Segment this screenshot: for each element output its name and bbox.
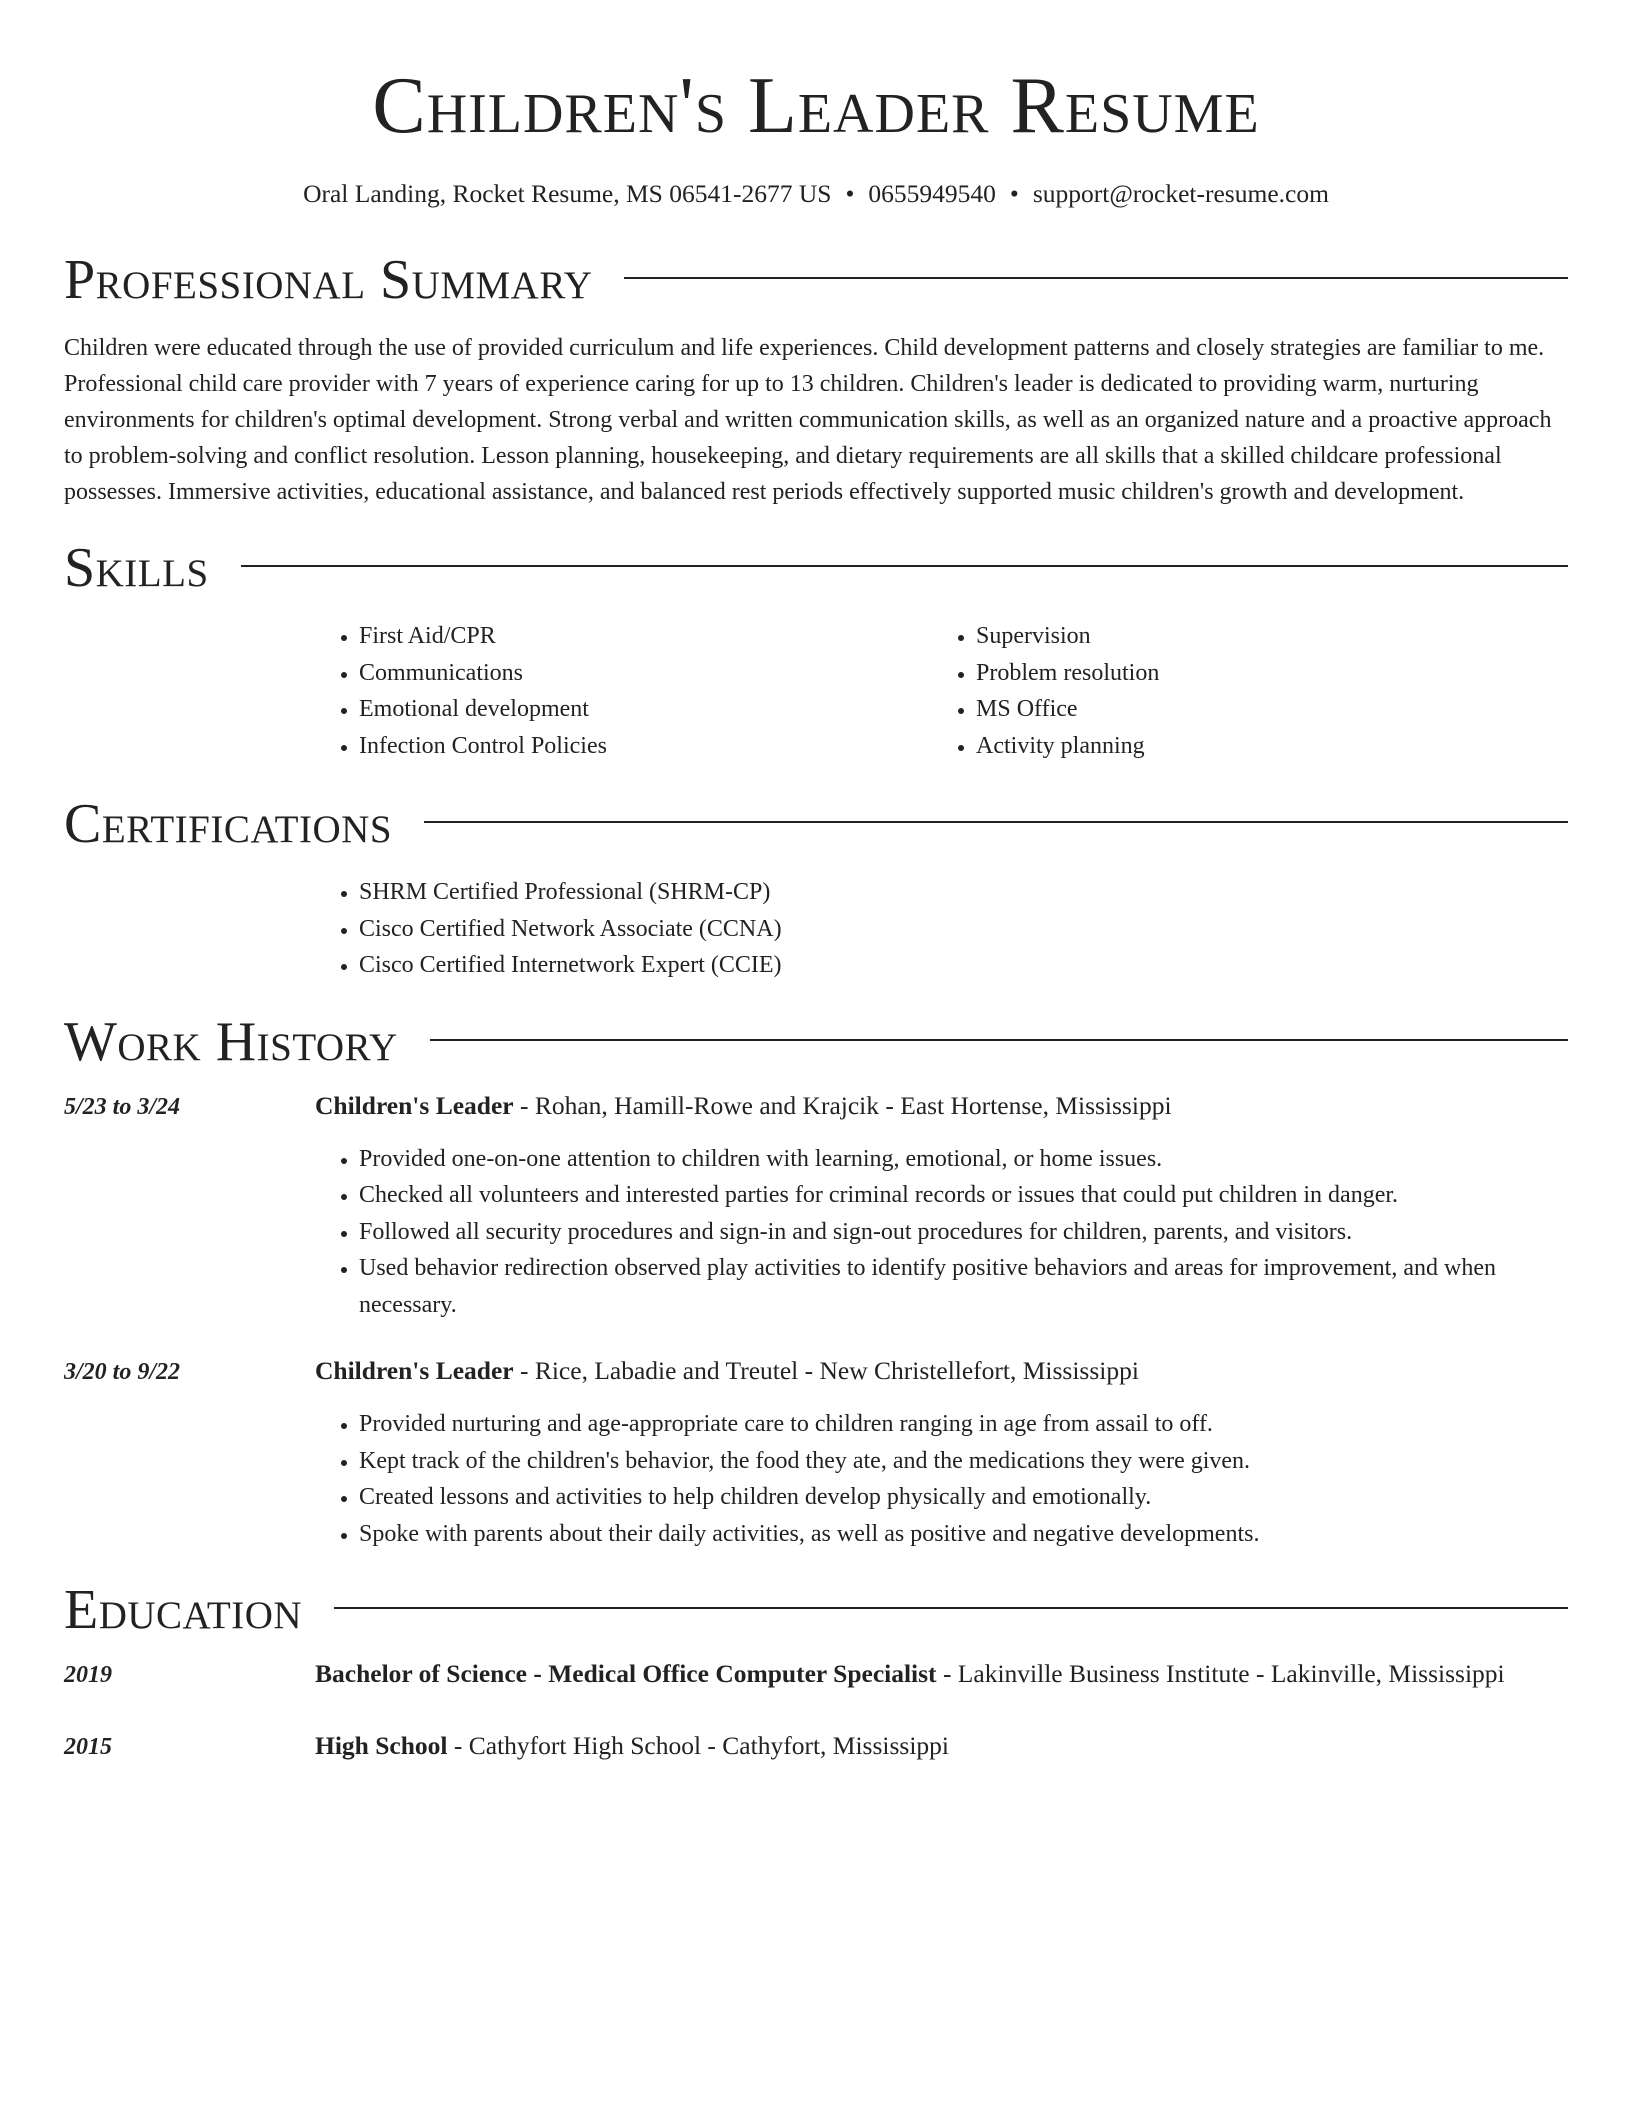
education-entry xyxy=(64,1728,1568,1765)
job-bullets xyxy=(315,1406,1568,1552)
email: support@rocket-resume.com xyxy=(1032,179,1329,208)
certifications-list xyxy=(315,874,1568,984)
section-title-certifications: Certifications xyxy=(64,793,393,855)
job-heading xyxy=(315,1088,1172,1124)
job-bullet: • Kept track of the children's behavior, the food they ate, and the medications they were given. xyxy=(359,1443,1568,1480)
section-divider xyxy=(241,565,1568,567)
section-title-education: Education xyxy=(64,1579,303,1641)
education-details: - Lakinville Business Institute - Lakinville, Mississippi xyxy=(936,1659,1505,1688)
section-divider xyxy=(430,1039,1568,1041)
education-section-header xyxy=(64,1578,1568,1642)
contact-separator: • xyxy=(1009,179,1019,208)
education-entry xyxy=(64,1656,1568,1693)
job-dates: 5/23 to 3/24 xyxy=(64,1093,181,1120)
skill-item: • Communications xyxy=(359,655,932,692)
skills-column-right xyxy=(932,618,1549,764)
skill-item: • Infection Control Policies xyxy=(359,728,932,765)
certifications-section-header xyxy=(64,792,1568,856)
job-dates: 3/20 to 9/22 xyxy=(64,1359,181,1385)
job-title: Children's Leader xyxy=(315,1090,514,1120)
section-divider xyxy=(424,821,1568,823)
education-heading xyxy=(315,1728,949,1764)
skill-item: • First Aid/CPR xyxy=(359,618,932,655)
contact-separator: • xyxy=(845,179,855,208)
phone: 0655949540 xyxy=(868,179,996,208)
job-bullet: • Checked all volunteers and interested parties for criminal records or issues that could put children in danger. xyxy=(359,1177,1568,1214)
education-year: 2019 xyxy=(64,1662,112,1688)
job-header xyxy=(64,1353,1568,1390)
section-divider xyxy=(334,1607,1568,1609)
section-title-summary: Professional Summary xyxy=(64,249,593,311)
resume-title: Children's Leader Resume xyxy=(372,62,1260,150)
job-heading xyxy=(315,1353,1139,1389)
job-header xyxy=(64,1088,1568,1125)
job-bullet: • Provided one-on-one attention to children with learning, emotional, or home issues. xyxy=(359,1141,1568,1178)
job-bullets xyxy=(315,1141,1568,1324)
certification-item: • SHRM Certified Professional (SHRM-CP) xyxy=(359,874,1568,911)
summary-section-header xyxy=(64,248,1568,312)
certification-item: • Cisco Certified Network Associate (CCNA) xyxy=(359,911,1568,948)
skills-list-right xyxy=(932,618,1549,764)
skill-item: • Problem resolution xyxy=(976,655,1549,692)
skills-section-header xyxy=(64,536,1568,600)
section-title-skills: Skills xyxy=(64,537,209,599)
section-divider xyxy=(624,277,1568,279)
education-year: 2015 xyxy=(64,1734,112,1760)
job-bullet: • Used behavior redirection observed play activities to identify positive behaviors and areas for improvement, and when necessary. xyxy=(359,1250,1568,1323)
section-title-work-history: Work History xyxy=(64,1010,398,1073)
job-bullet: • Spoke with parents about their daily activities, as well as positive and negative developments. xyxy=(359,1516,1568,1553)
job-details: - Rohan, Hamill-Rowe and Krajcik - East Hortense, Mississippi xyxy=(513,1090,1172,1120)
work-section-header xyxy=(64,1010,1568,1074)
skills-column-left xyxy=(315,618,932,764)
skills-grid xyxy=(315,618,1568,764)
summary-text: Children were educated through the use of provided curriculum and life experiences. Child development patterns and closely strategies are familiar to me. Professional child care provider with 7 years of experience caring for up to 13 children. Children's leader is dedicated to providing warm, nurturing environments for children's optimal development. Strong verbal and written communication skills, as well as an organized nature and a proactive approach to problem-solving and conflict resolution. Lesson planning, housekeeping, and dietary requirements are all skills that a skilled childcare professional possesses. Immersive activities, educational assistance, and balanced rest periods effectively supported music children's growth and development. xyxy=(64,335,1552,505)
job-entry xyxy=(64,1088,1568,1324)
skill-item: • Emotional development xyxy=(359,691,932,728)
skill-item: • Activity planning xyxy=(976,728,1549,765)
skill-item: • MS Office xyxy=(976,691,1549,728)
education-details: - Cathyfort High School - Cathyfort, Mississippi xyxy=(447,1731,949,1760)
education-heading xyxy=(315,1656,1505,1692)
job-title: Children's Leader xyxy=(315,1356,514,1385)
job-details: - Rice, Labadie and Treutel - New Christellefort, Mississippi xyxy=(513,1356,1139,1385)
job-entry xyxy=(64,1353,1568,1552)
certification-item: • Cisco Certified Internetwork Expert (CCIE) xyxy=(359,947,1568,984)
education-degree: Bachelor of Science - Medical Office Computer Specialist xyxy=(315,1659,937,1688)
job-bullet: • Followed all security procedures and sign-in and sign-out procedures for children, parents, and visitors. xyxy=(359,1214,1568,1251)
contact-line xyxy=(64,178,1568,210)
job-bullet: • Created lessons and activities to help children develop physically and emotionally. xyxy=(359,1479,1568,1516)
skill-item: • Supervision xyxy=(976,618,1549,655)
education-degree: High School xyxy=(315,1731,448,1760)
skills-list-left xyxy=(315,618,932,764)
job-bullet: • Provided nurturing and age-appropriate care to children ranging in age from assail to off. xyxy=(359,1406,1568,1443)
address: Oral Landing, Rocket Resume, MS 06541-2677 US xyxy=(303,179,832,208)
